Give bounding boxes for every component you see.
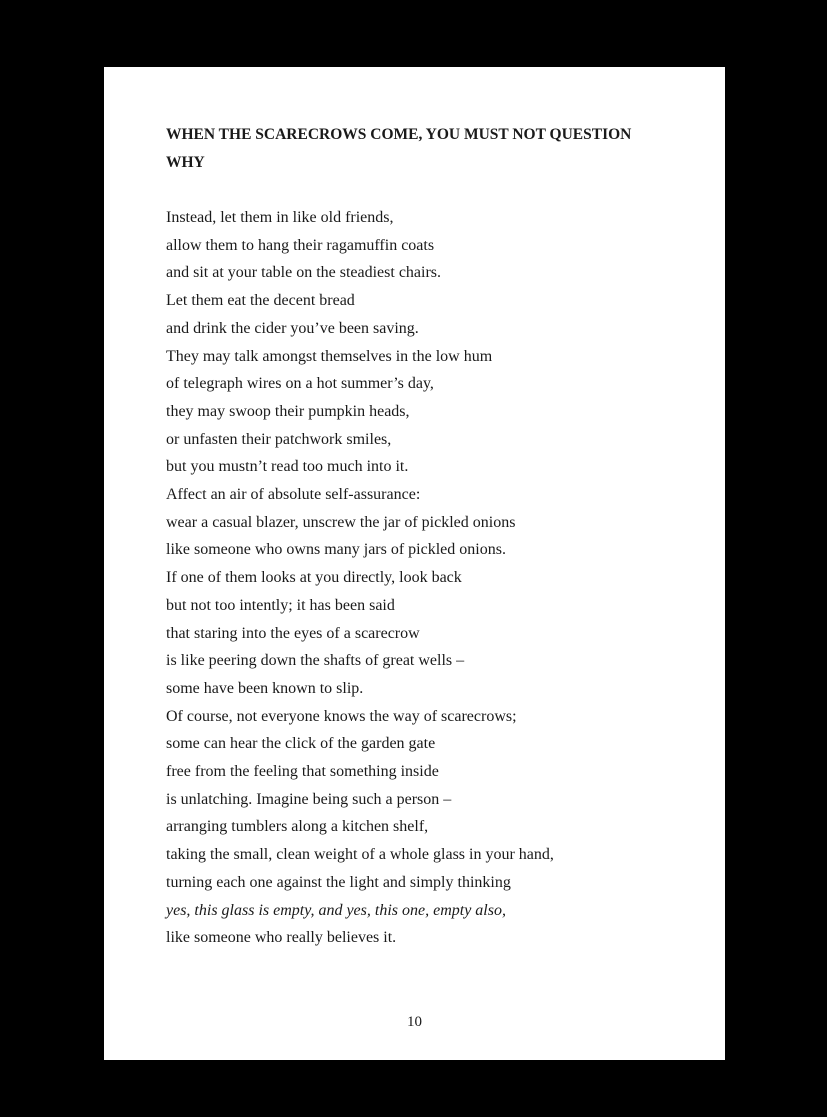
book-page [104,67,725,1060]
poem-line: allow them to hang their ragamuffin coats [166,236,435,254]
poem-line: some can hear the click of the garden gate [166,735,436,753]
poem-line: turning each one against the light and simply thinking [166,873,511,891]
poem-body [166,204,554,952]
poem-line: or unfasten their patchwork smiles, [166,430,392,448]
poem-line: arranging tumblers along a kitchen shelf, [166,818,429,836]
poem-line: but not too intently; it has been said [166,596,395,614]
poem-line: and sit at your table on the steadiest chairs. [166,264,442,282]
poem-line: of telegraph wires on a hot summer’s day, [166,375,434,393]
poem-line: but you mustn’t read too much into it. [166,458,409,476]
poem-line: Affect an air of absolute self-assurance: [166,486,421,504]
poem-line: free from the feeling that something inside [166,763,439,781]
poem-line: yes, this glass is empty, and yes, this one, empty also, [166,901,506,919]
poem-line: and drink the cider you’ve been saving. [166,319,419,337]
poem-line: wear a casual blazer, unscrew the jar of pickled onions [166,513,516,531]
poem-line: is like peering down the shafts of great wells – [166,652,465,670]
poem-line: like someone who really believes it. [166,929,397,947]
poem-line: is unlatching. Imagine being such a person – [166,790,452,808]
poem-line: If one of them looks at you directly, look back [166,569,462,587]
poem-line: Let them eat the decent bread [166,292,355,310]
poem-line: taking the small, clean weight of a whole glass in your hand, [166,846,554,864]
poem-line: like someone who owns many jars of pickled onions. [166,541,506,559]
poem-line: Of course, not everyone knows the way of scarecrows; [166,707,517,725]
poem-line: Instead, let them in like old friends, [166,209,394,226]
page-number: 10 [407,1014,422,1030]
poem-line: that staring into the eyes of a scarecrow [166,624,420,642]
poem-line: they may swoop their pumpkin heads, [166,402,410,420]
poem-title: WHEN THE SCARECROWS COME, YOU MUST NOT QUESTION WHY [166,126,632,171]
poem-line: They may talk amongst themselves in the low hum [166,347,493,365]
poem-line: some have been known to slip. [166,679,364,697]
